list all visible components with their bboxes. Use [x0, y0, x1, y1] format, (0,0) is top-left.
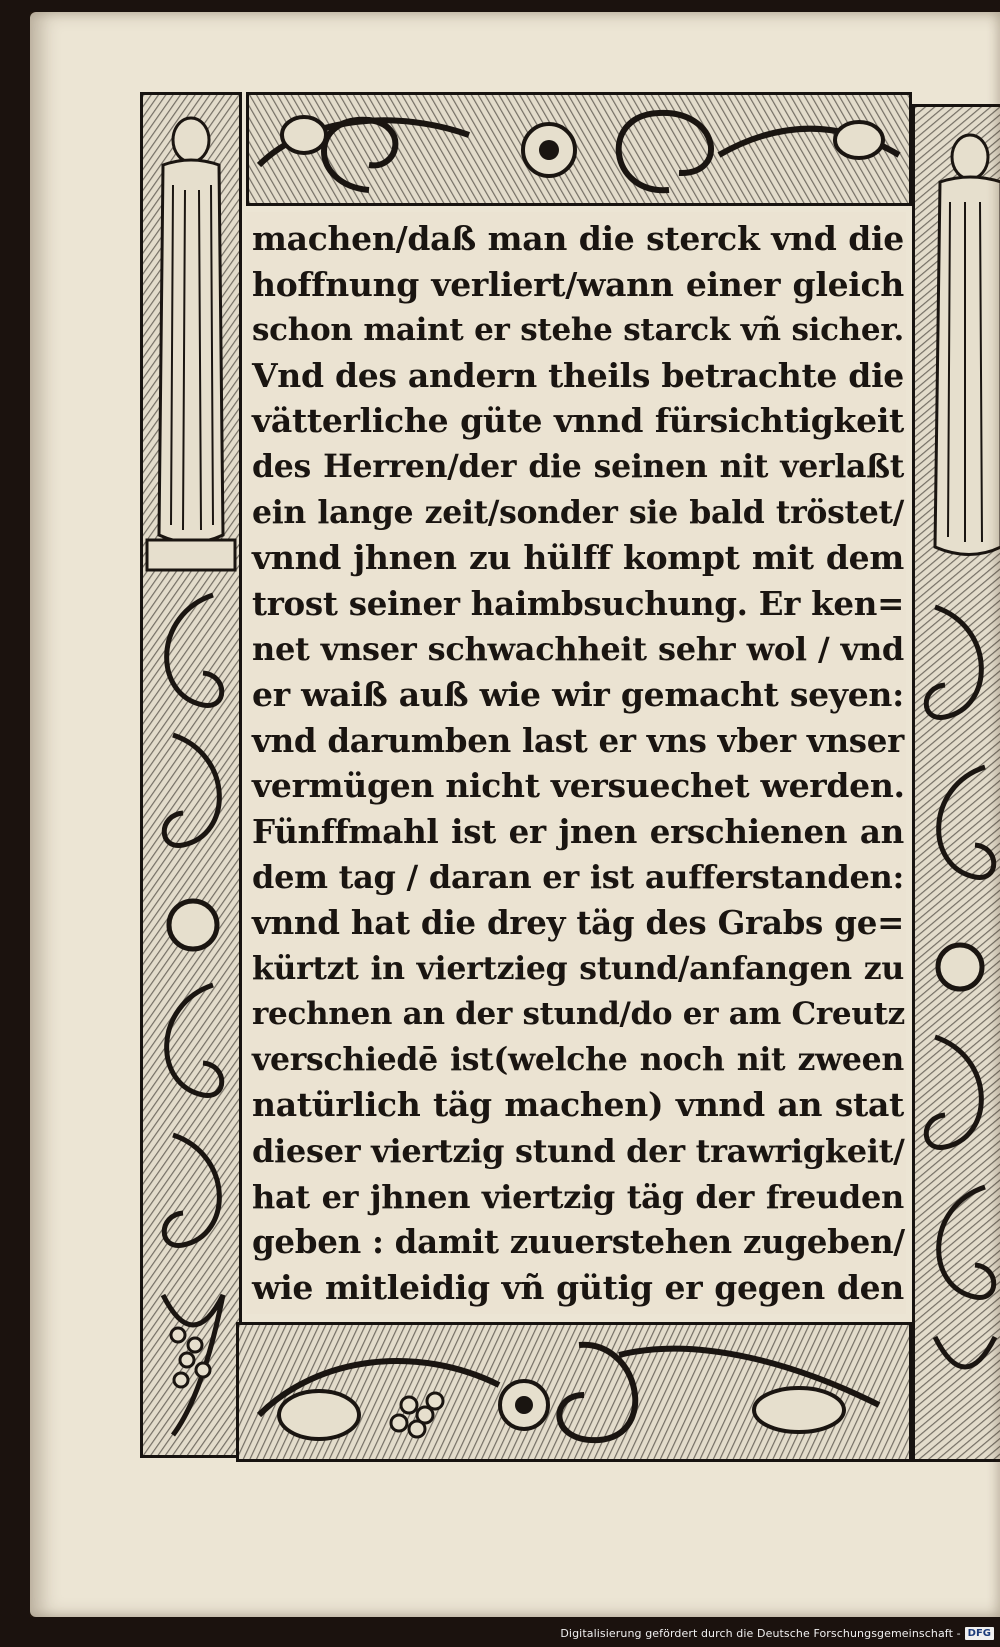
woodcut-border-top: [246, 92, 912, 206]
text-line: machen/daß man die sterck vnd die: [252, 219, 904, 258]
text-line: schon maint er stehe starck vñ sicher.: [252, 312, 904, 349]
text-line: kürtzt in viertzieg stund/anfangen zu: [252, 949, 904, 987]
text-line: Vnd des andern theils betrachte die: [252, 355, 904, 395]
text-line: net vnser schwachheit sehr wol / vnd: [252, 630, 904, 669]
text-line: wie mitleidig vñ gütig er gegen den: [252, 1267, 904, 1307]
digitization-footer: [560, 1625, 994, 1641]
text-line: verschiedē ist(welche noch nit zween: [252, 1040, 904, 1078]
text-line: dem tag / daran er ist aufferstanden:: [252, 858, 904, 897]
text-line: des Herren/der die seinen nit verlaßt: [252, 448, 904, 485]
woodcut-border-bottom: [236, 1322, 912, 1462]
text-line: geben : damit zuuerstehen zugeben/: [252, 1222, 905, 1262]
text-line: Fünffmahl ist er jnen erschienen an: [252, 811, 904, 851]
dfg-logo: DFG: [965, 1627, 994, 1640]
text-line: dieser viertzig stund der trawrigkeit/: [252, 1132, 905, 1170]
text-line: vermügen nicht versuechet werden.: [252, 766, 905, 806]
text-line: vätterliche güte vnnd fürsichtigkeit: [252, 401, 904, 441]
text-line: er waiß auß wie wir gemacht seyen:: [252, 675, 904, 714]
text-line: natürlich täg machen) vnnd an stat: [252, 1085, 904, 1125]
text-line: hoffnung verliert/wann einer gleich: [252, 264, 904, 304]
text-line: trost seiner haimbsuchung. Er ken=: [252, 583, 904, 623]
text-line: vnnd jhnen zu hülff kompt mit dem: [252, 538, 904, 578]
text-block: [246, 212, 906, 1314]
woodcut-border-right: [912, 104, 1000, 1462]
text-line: vnd darumben last er vns vber vnser: [252, 720, 904, 760]
text-line: ein lange zeit/sonder sie bald tröstet/: [252, 493, 904, 531]
text-line: vnnd hat die drey täg des Grabs ge=: [252, 903, 904, 942]
footer-credit: Digitalisierung gefördert durch die Deutsche Forschungsgemeinschaft -: [560, 1626, 961, 1640]
text-line: hat er jhnen viertzig täg der freuden: [252, 1177, 904, 1216]
woodcut-border-left: [140, 92, 242, 1458]
text-line: rechnen an der stund/do er am Creutz: [252, 996, 905, 1033]
